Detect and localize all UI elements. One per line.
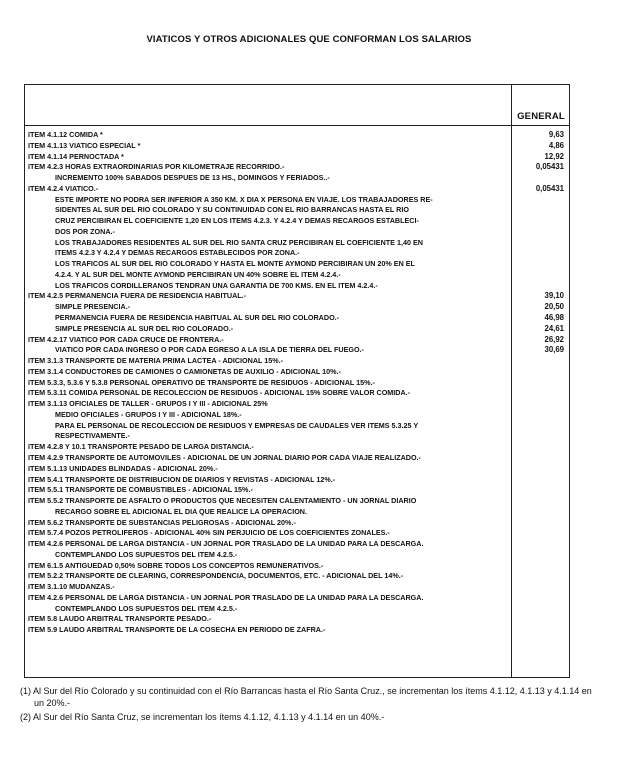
row-description: ITEM 4.1.12 COMIDA * <box>28 130 103 139</box>
table-row <box>25 367 569 378</box>
row-description: LOS TRAFICOS AL SUR DEL RIO COLORADO Y HASTA EL MONTE AYMOND PERCIBIRAN UN 20% EN EL <box>55 259 415 269</box>
row-description: ITEM 4.2.17 VIATICO POR CADA CRUCE DE FRONTERA.- <box>28 334 224 344</box>
table-row <box>25 431 569 442</box>
table-row <box>25 550 569 561</box>
row-description: PERMANENCIA FUERA DE RESIDENCIA HABITUAL AL SUR DEL RIO COLORADO.- <box>55 313 340 323</box>
row-description: ITEMS 4.2.3 Y 4.2.4 Y DEMAS RECARGOS ESTABLECIDOS POR ZONA.- <box>55 248 300 258</box>
table-row <box>25 259 569 270</box>
table-row <box>25 345 569 356</box>
header-divider <box>25 125 569 126</box>
row-description: LOS TRAFICOS CORDILLERANOS TENDRAN UNA GARANTIA DE 700 KMS. EN EL ITEM 4.2.4.- <box>55 280 378 290</box>
table-row <box>25 410 569 421</box>
table-row <box>25 528 569 539</box>
row-description: INCREMENTO 100% SABADOS DESPUES DE 13 HS., DOMINGOS Y FERIADOS..- <box>55 173 330 183</box>
row-general-value: 46,98 <box>544 313 564 323</box>
table-row <box>25 604 569 615</box>
row-description: ESTE IMPORTE NO PODRA SER INFERIOR A 350 KM. X DIA X PERSONA EN VIAJE. LOS TRABAJADORES RE- <box>55 194 433 204</box>
row-description: 4.2.4. Y AL SUR DEL MONTE AYMOND PERCIBIRAN UN 40% SOBRE EL ITEM 4.2.4.- <box>55 269 341 279</box>
row-description: ITEM 4.2.4 VIATICO.- <box>28 183 99 193</box>
row-description: ITEM 5.3.11 COMIDA PERSONAL DE RECOLECCION DE RESIDUOS - ADICIONAL 15% SOBRE VALOR COMIDA.- <box>28 388 411 398</box>
table-row <box>25 496 569 507</box>
general-column-header: GENERAL <box>517 111 565 122</box>
table-row <box>25 152 569 163</box>
row-description: ITEM 5.8 LAUDO ARBITRAL TRANSPORTE PESADO.- <box>28 614 212 624</box>
table-row <box>25 238 569 249</box>
table-row <box>25 421 569 432</box>
table-row <box>25 464 569 475</box>
footnote-1: (1) Al Sur del Río Colorado y su continuidad con el Río Barrancas hasta el Río Santa Cruz., se incrementan los ítems 4.1.12, 4.1.13 y 4.1.14 en un 20%.- <box>20 686 592 708</box>
table-row <box>25 130 569 141</box>
row-description: ITEM 4.1.14 PERNOCTADA * <box>28 151 124 161</box>
table-row <box>25 485 569 496</box>
table-row <box>25 593 569 604</box>
table-row <box>25 302 569 313</box>
table-row <box>25 582 569 593</box>
row-description: RESPECTIVAMENTE.- <box>55 431 130 441</box>
row-general-value: 30,69 <box>544 345 564 355</box>
salary-additionals-table <box>24 84 570 678</box>
row-description: CONTEMPLANDO LOS SUPUESTOS DEL ITEM 4.2.5.- <box>55 549 238 559</box>
row-general-value: 4,86 <box>548 140 564 150</box>
row-description: ITEM 4.2.3 HORAS EXTRAORDINARIAS POR KILOMETRAJE RECORRIDO.- <box>28 162 285 172</box>
table-row <box>25 162 569 173</box>
row-description: ITEM 5.2.2 TRANSPORTE DE CLEARING, CORRESPONDENCIA, DOCUMENTOS, ETC. - ADICIONAL DEL 14%.- <box>28 571 404 581</box>
table-row <box>25 195 569 206</box>
table-row <box>25 205 569 216</box>
row-description: ITEM 4.2.6 PERSONAL DE LARGA DISTANCIA - UN JORNAL POR TRASLADO DE LA UNIDAD PARA LA DESCARGA. <box>28 592 424 602</box>
table-row <box>25 475 569 486</box>
row-description: DOS POR ZONA.- <box>55 226 115 236</box>
row-description: ITEM 4.1.13 VIATICO ESPECIAL * <box>28 140 141 150</box>
row-description: ITEM 5.3.3, 5.3.6 Y 5.3.8 PERSONAL OPERATIVO DE TRANSPORTE DE RESIDUOS - ADICIONAL 15%.- <box>28 377 375 387</box>
table-row <box>25 270 569 281</box>
footnotes <box>20 686 600 727</box>
table-row <box>25 356 569 367</box>
table-row <box>25 378 569 389</box>
row-description: ITEM 5.6.2 TRANSPORTE DE SUBSTANCIAS PELIGROSAS - ADICIONAL 20%.- <box>28 517 296 527</box>
row-description: SIDENTES AL SUR DEL RIO COLORADO Y SU CONTINUIDAD CON EL RIO BARRANCAS HASTA EL RIO <box>55 205 409 215</box>
table-row <box>25 216 569 227</box>
table-row <box>25 335 569 346</box>
table-row <box>25 313 569 324</box>
row-description: CONTEMPLANDO LOS SUPUESTOS DEL ITEM 4.2.5.- <box>55 603 238 613</box>
table-row <box>25 399 569 410</box>
row-description: ITEM 3.1.13 OFICIALES DE TALLER - GRUPOS I Y III - ADICIONAL 25% <box>28 399 268 409</box>
row-description: LOS TRABAJADORES RESIDENTES AL SUR DEL RIO SANTA CRUZ PERCIBIRAN EL COEFICIENTE 1,40 EN <box>55 237 423 247</box>
table-row <box>25 184 569 195</box>
table-row <box>25 507 569 518</box>
row-description: ITEM 3.1.10 MUDANZAS.- <box>28 582 115 592</box>
table-row <box>25 227 569 238</box>
row-description: ITEM 4.2.9 TRANSPORTE DE AUTOMOVILES - ADICIONAL DE UN JORNAL DIARIO POR CADA VIAJE REALIZADO.- <box>28 452 421 462</box>
row-description: ITEM 4.2.5 PERMANENCIA FUERA DE RESIDENCIA HABITUAL.- <box>28 291 247 301</box>
row-general-value: 0,05431 <box>535 183 564 193</box>
table-row <box>25 324 569 335</box>
row-description: ITEM 5.5.2 TRANSPORTE DE ASFALTO O PRODUCTOS QUE NECESITEN CALENTAMIENTO - UN JORNAL DIARIO <box>28 496 417 506</box>
row-description: SIMPLE PRESENCIA.- <box>55 302 131 312</box>
row-description: VIATICO POR CADA INGRESO O POR CADA EGRESO A LA ISLA DE TIERRA DEL FUEGO.- <box>55 345 364 355</box>
table-row <box>25 281 569 292</box>
row-description: ITEM 5.7.4 POZOS PETROLIFEROS - ADICIONAL 40% SIN PERJUICIO DE LOS COEFICIENTES ZONALES.- <box>28 528 390 538</box>
row-description: ITEM 5.5.1 TRANSPORTE DE COMBUSTIBLES - ADICIONAL 15%.- <box>28 485 253 495</box>
row-description: ITEM 5.9 LAUDO ARBITRAL TRANSPORTE DE LA COSECHA EN PERIODO DE ZAFRA.- <box>28 625 326 635</box>
table-row <box>25 614 569 625</box>
row-general-value: 9,63 <box>548 130 564 139</box>
row-description: ITEM 5.4.1 TRANSPORTE DE DISTRIBUCION DE DIARIOS Y REVISTAS - ADICIONAL 12%.- <box>28 474 336 484</box>
table-row <box>25 571 569 582</box>
row-general-value: 39,10 <box>544 291 564 301</box>
table-row <box>25 141 569 152</box>
row-general-value: 26,92 <box>544 334 564 344</box>
row-description: ITEM 4.2.6 PERSONAL DE LARGA DISTANCIA - UN JORNAL POR TRASLADO DE LA UNIDAD PARA LA DESCARGA. <box>28 539 424 549</box>
table-row <box>25 453 569 464</box>
row-description: MEDIO OFICIALES - GRUPOS I Y III - ADICIONAL 18%.- <box>55 409 242 419</box>
footnote-2: (2) Al Sur del Río Santa Cruz, se incrementan los ítems 4.1.12, 4.1.13 y 4.1.14 en un 40%.- <box>20 712 385 722</box>
row-description: ITEM 5.1.13 UNIDADES BLINDADAS - ADICIONAL 20%.- <box>28 463 218 473</box>
table-row <box>25 442 569 453</box>
table-row <box>25 291 569 302</box>
row-description: PARA EL PERSONAL DE RECOLECCION DE RESIDUOS Y EMPRESAS DE CAUDALES VER ITEMS 5.3.25 Y <box>55 420 419 430</box>
row-description: ITEM 3.1.4 CONDUCTORES DE CAMIONES O CAMIONETAS DE AUXILIO - ADICIONAL 10%.- <box>28 366 341 376</box>
row-general-value: 24,61 <box>544 323 564 333</box>
row-description: RECARGO SOBRE EL ADICIONAL EL DIA QUE REALICE LA OPERACION. <box>55 506 307 516</box>
row-description: ITEM 6.1.5 ANTIGUEDAD 0,50% SOBRE TODOS LOS CONCEPTOS REMUNERATIVOS.- <box>28 560 324 570</box>
document-title: VIATICOS Y OTROS ADICIONALES QUE CONFORMAN LOS SALARIOS <box>146 34 472 45</box>
row-general-value: 12,92 <box>544 151 564 161</box>
row-description: ITEM 3.1.3 TRANSPORTE DE MATERIA PRIMA LACTEA - ADICIONAL 15%.- <box>28 356 284 366</box>
table-row <box>25 625 569 636</box>
table-row <box>25 388 569 399</box>
row-general-value: 20,50 <box>544 302 564 312</box>
row-description: SIMPLE PRESENCIA AL SUR DEL RIO COLORADO.- <box>55 323 234 333</box>
row-description: CRUZ PERCIBIRAN EL COEFICIENTE 1,20 EN LOS ITEMS 4.2.3. Y 4.2.4 Y DEMAS RECARGOS ESTABLECI- <box>55 216 419 226</box>
table-row <box>25 173 569 184</box>
table-row <box>25 248 569 259</box>
row-description: ITEM 4.2.8 Y 10.1 TRANSPORTE PESADO DE LARGA DISTANCIA.- <box>28 442 254 452</box>
table-rows <box>25 130 569 636</box>
table-row <box>25 539 569 550</box>
table-row <box>25 518 569 529</box>
table-row <box>25 561 569 572</box>
row-general-value: 0,05431 <box>535 162 564 172</box>
